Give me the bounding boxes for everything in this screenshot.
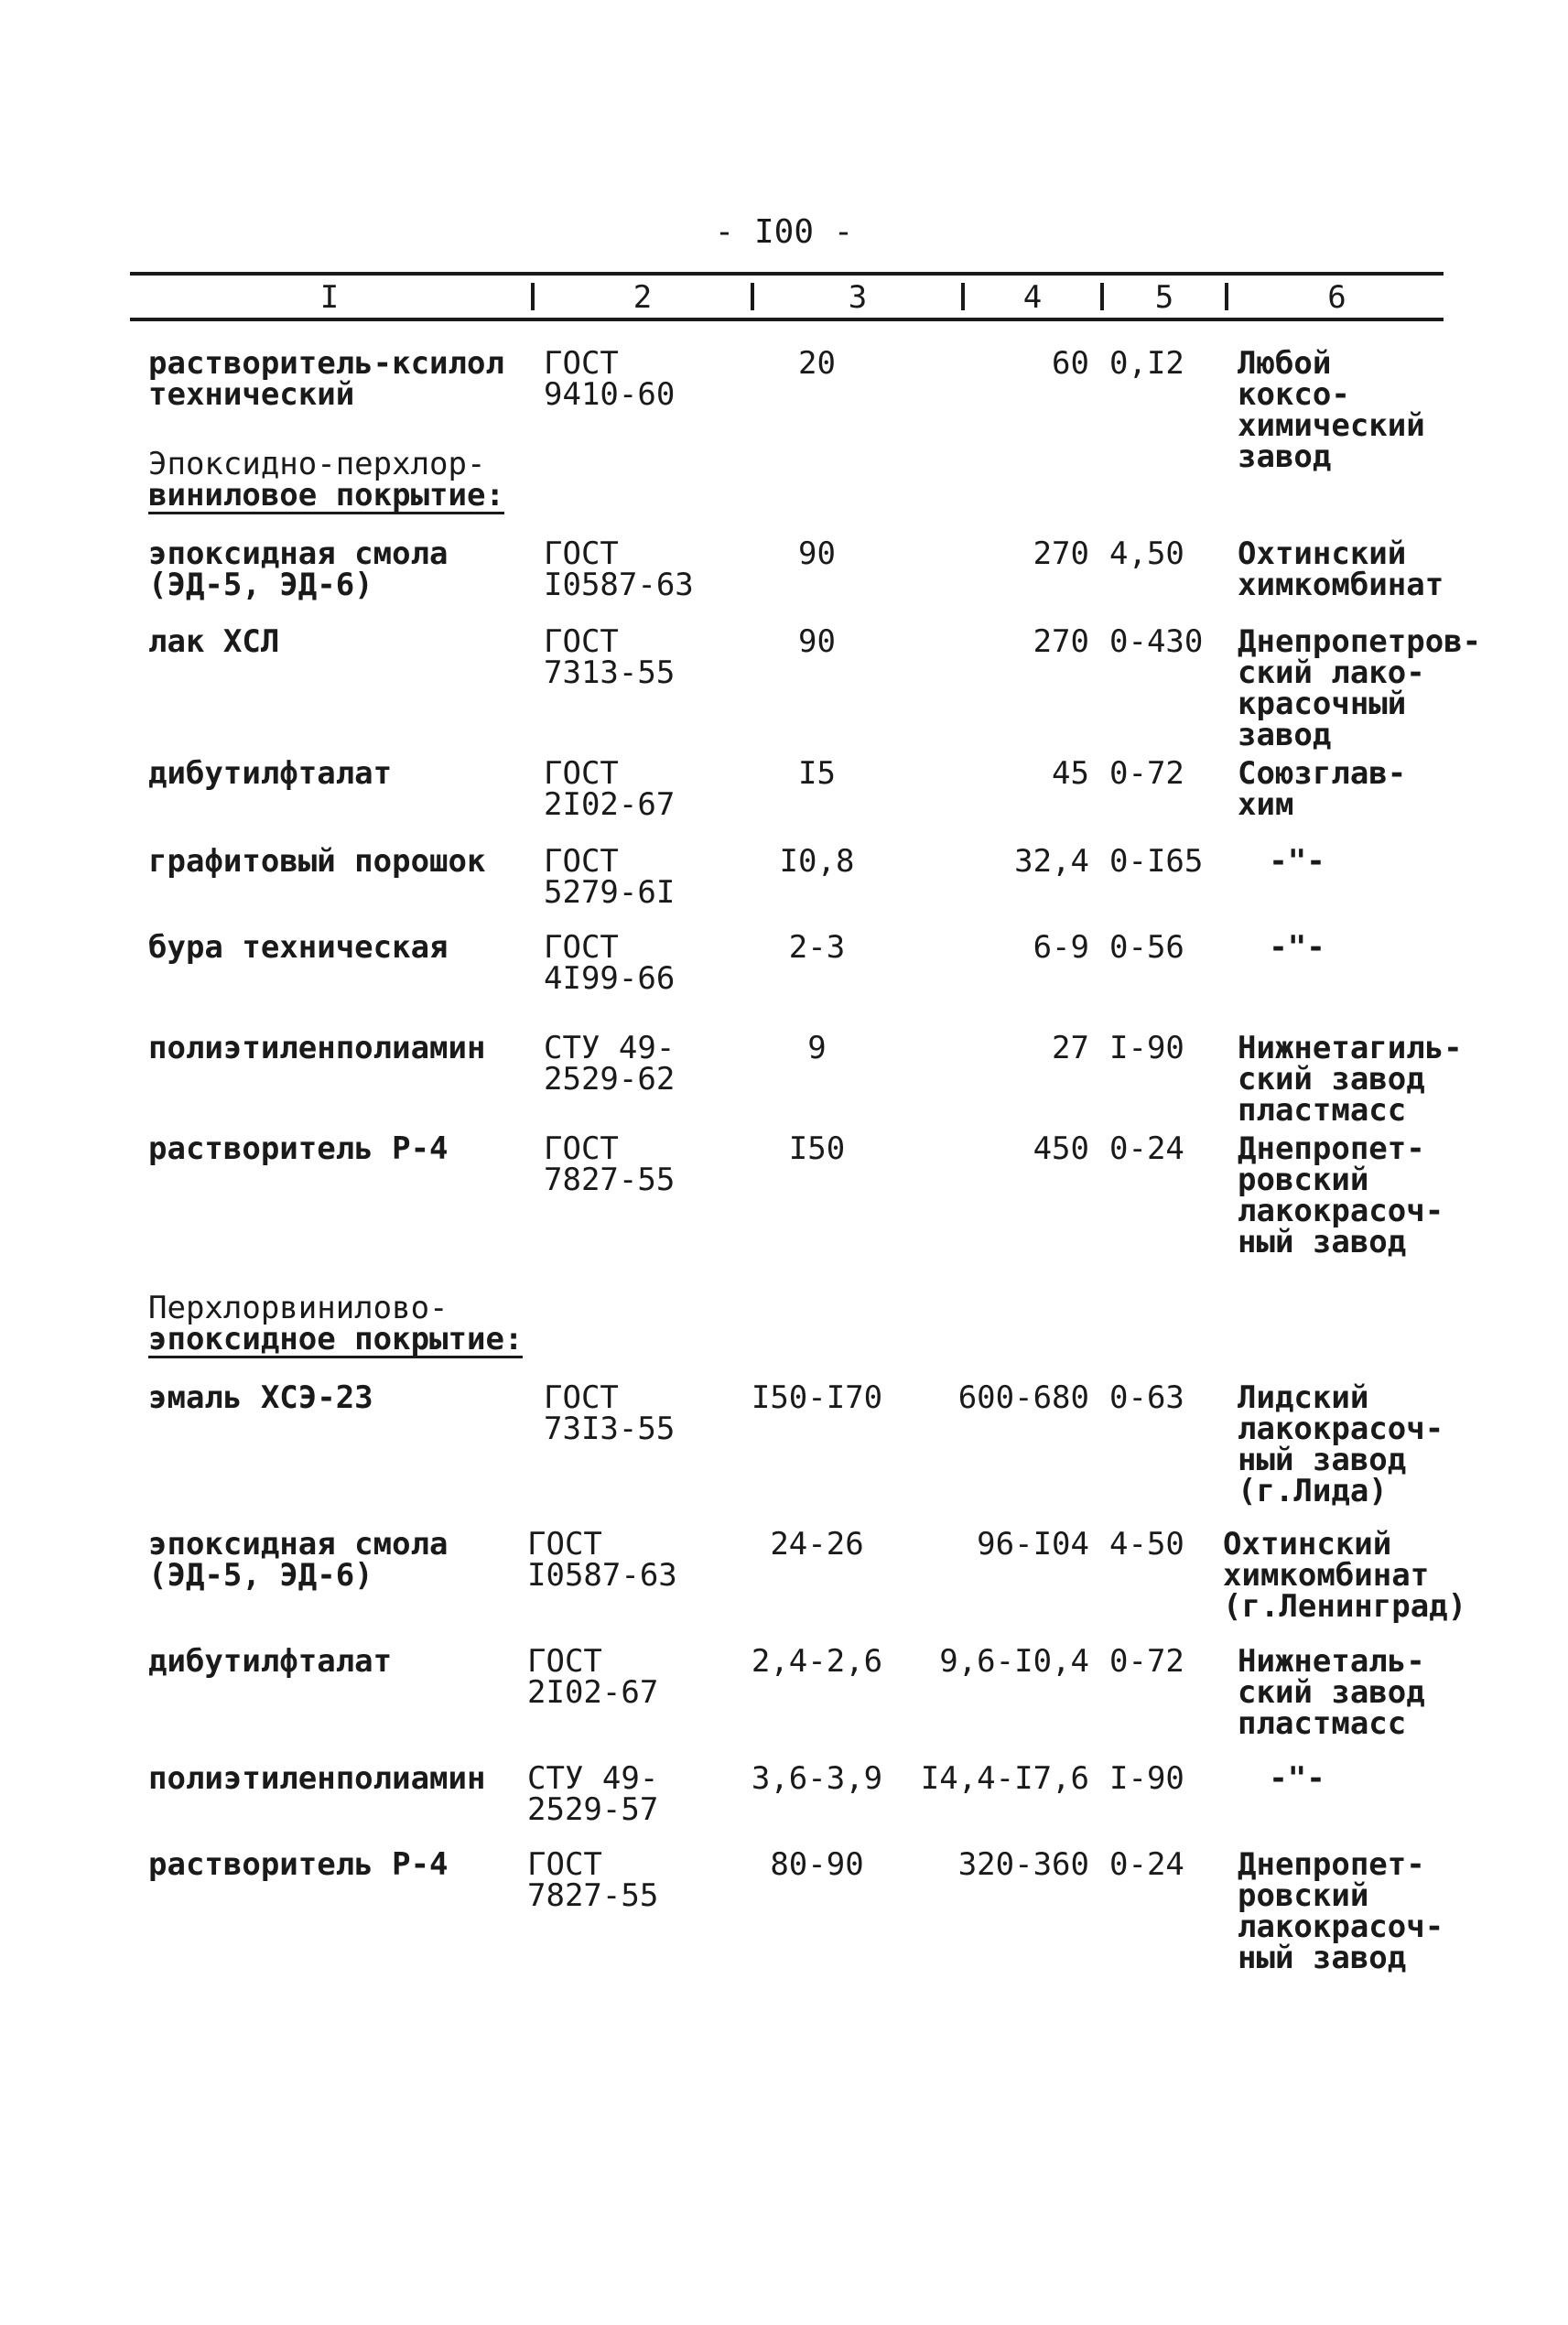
value-col-5: 0-63: [1109, 1379, 1184, 1416]
supplier: Любой коксо- химический завод: [1238, 345, 1425, 475]
header-rule-top: [130, 272, 1444, 276]
value-col-4: 6-9: [1033, 929, 1089, 966]
value-col-4: 9,6-I0,4: [939, 1643, 1089, 1680]
value-col-3: 2-3: [788, 929, 846, 966]
standard: ГОСТ 7827-55: [544, 1130, 676, 1198]
value-col-4: 270: [1033, 623, 1089, 660]
value-col-3: 3,6-3,9: [751, 1760, 883, 1797]
ditto-mark: -"-: [1269, 1760, 1325, 1797]
value-col-4: I4,4-I7,6: [920, 1760, 1089, 1797]
value-col-4: 320-360: [957, 1846, 1089, 1883]
supplier: Нижнеталь- ский завод пластмасс: [1238, 1643, 1425, 1742]
value-col-5: 0-72: [1109, 755, 1184, 792]
header-separator: [1100, 283, 1104, 310]
value-col-4: 60: [1052, 345, 1089, 382]
standard: ГОСТ 2I02-67: [527, 1643, 659, 1711]
material-name: эпоксидная смола (ЭД-5, ЭД-6): [148, 535, 449, 603]
material-name: бура техническая: [148, 929, 449, 966]
header-separator: [531, 283, 535, 310]
material-name: растворитель Р-4: [148, 1130, 449, 1167]
section-heading-line2: виниловое покрытие:: [148, 477, 504, 514]
supplier: Лидский лакокрасоч- ный завод (г.Лида): [1238, 1379, 1444, 1509]
value-col-5: I-90: [1109, 1760, 1184, 1797]
value-col-4: 32,4: [1014, 843, 1089, 880]
value-col-3: 9: [807, 1030, 827, 1066]
header-rule-bottom: [130, 318, 1444, 321]
supplier: Охтинский химкомбинат: [1238, 535, 1444, 603]
supplier: Днепропет- ровский лакокрасоч- ный завод: [1238, 1846, 1444, 1976]
value-col-5: 0-430: [1109, 623, 1204, 660]
standard: ГОСТ 73I3-55: [544, 1379, 676, 1447]
value-col-3: 80-90: [770, 1846, 864, 1883]
header-col-5: 5: [1154, 279, 1174, 316]
supplier: Охтинский химкомбинат (г.Ленинград): [1223, 1526, 1467, 1625]
value-col-5: 0-24: [1109, 1130, 1184, 1167]
ditto-mark: -"-: [1269, 843, 1325, 880]
supplier: Союзглав- хим: [1238, 755, 1407, 823]
header-separator: [1225, 283, 1228, 310]
material-name: эпоксидная смола (ЭД-5, ЭД-6): [148, 1526, 449, 1594]
material-name: графитовый порошок: [148, 843, 486, 880]
value-col-5: 0-56: [1109, 929, 1184, 966]
value-col-5: 4-50: [1109, 1526, 1184, 1563]
value-col-4: 600-680: [957, 1379, 1089, 1416]
standard: ГОСТ 9410-60: [544, 345, 676, 413]
header-col-2: 2: [633, 279, 653, 316]
value-col-3: I50: [788, 1130, 846, 1167]
material-name: растворитель Р-4: [148, 1846, 449, 1883]
supplier: Днепропетров- ский лако- красочный завод: [1238, 623, 1482, 753]
section-heading: [148, 1292, 533, 1358]
material-name: полиэтиленполиамин: [148, 1030, 486, 1066]
value-col-5: 0-I65: [1109, 843, 1204, 880]
section-heading-line1: Перхлорвинилово-: [148, 1290, 449, 1326]
standard: ГОСТ I0587-63: [527, 1526, 677, 1594]
header-col-4: 4: [1022, 279, 1043, 316]
material-name: дибутилфталат: [148, 755, 393, 792]
standard: СТУ 49- 2529-57: [527, 1760, 659, 1828]
standard: ГОСТ 4I99-66: [544, 929, 676, 997]
section-heading-line1: Эпоксидно-перхлор-: [148, 446, 486, 482]
material-name: растворитель-ксилол технический: [148, 345, 504, 413]
value-col-4: 96-I04: [977, 1526, 1089, 1563]
ditto-mark: -"-: [1269, 929, 1325, 966]
value-col-4: 450: [1033, 1130, 1089, 1167]
material-name: дибутилфталат: [148, 1643, 393, 1680]
value-col-4: 270: [1033, 535, 1089, 572]
value-col-4: 27: [1052, 1030, 1089, 1066]
material-name: эмаль ХСЭ-23: [148, 1379, 373, 1416]
supplier: Нижнетагиль- ский завод пластмасс: [1238, 1030, 1463, 1129]
header-col-1: I: [319, 279, 340, 316]
section-heading-line2: эпоксидное покрытие:: [148, 1321, 524, 1357]
value-col-5: 4,50: [1109, 535, 1184, 572]
standard: ГОСТ I0587-63: [544, 535, 694, 603]
value-col-3: 90: [798, 623, 836, 660]
value-col-4: 45: [1052, 755, 1089, 792]
value-col-5: 0-72: [1109, 1643, 1184, 1680]
value-col-5: 0-24: [1109, 1846, 1184, 1883]
page-number: - I00 -: [714, 213, 854, 251]
header-col-3: 3: [848, 279, 868, 316]
header-separator: [751, 283, 754, 310]
value-col-3: I50-I70: [751, 1379, 883, 1416]
value-col-5: 0,I2: [1109, 345, 1184, 382]
header-col-6: 6: [1327, 279, 1346, 316]
value-col-3: 2,4-2,6: [751, 1643, 883, 1680]
value-col-3: 90: [798, 535, 836, 572]
section-heading: [148, 446, 533, 514]
value-col-3: 24-26: [770, 1526, 864, 1563]
standard: ГОСТ 2I02-67: [544, 755, 676, 823]
value-col-3: 20: [798, 345, 836, 382]
header-separator: [961, 283, 965, 310]
value-col-3: I5: [798, 755, 836, 792]
supplier: Днепропет- ровский лакокрасоч- ный завод: [1238, 1130, 1444, 1260]
value-col-3: I0,8: [779, 843, 855, 880]
standard: ГОСТ 7827-55: [527, 1846, 659, 1914]
material-name: полиэтиленполиамин: [148, 1760, 486, 1797]
standard: ГОСТ 7313-55: [544, 623, 676, 691]
standard: СТУ 49- 2529-62: [544, 1030, 676, 1098]
standard: ГОСТ 5279-6I: [544, 843, 676, 911]
value-col-5: I-90: [1109, 1030, 1184, 1066]
material-name: лак ХСЛ: [148, 623, 280, 660]
